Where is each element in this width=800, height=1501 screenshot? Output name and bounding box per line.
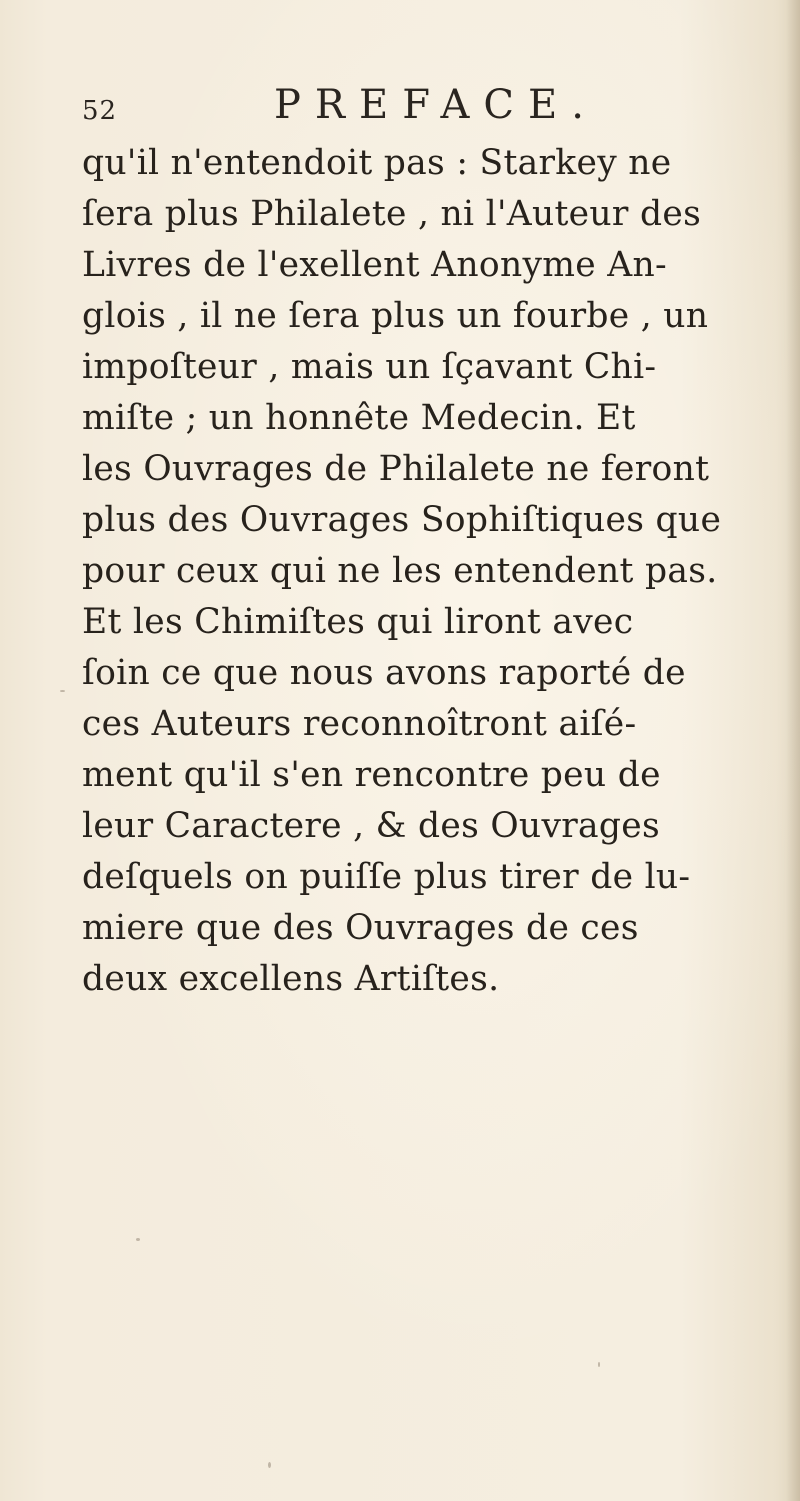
text-line: glois , il ne ſera plus un fourbe , un [82, 296, 709, 336]
running-head [82, 82, 642, 130]
text-line: miere que des Ouvrages de ces [82, 908, 639, 948]
text-line: Et les Chimiſtes qui liront avec [82, 602, 634, 642]
text-line: pour ceux qui ne les entendent pas. [82, 551, 718, 591]
paper-speck [136, 1238, 140, 1241]
paper-speck [598, 1362, 600, 1367]
text-line: qu'il n'entendoit pas : Starkey ne [82, 143, 672, 183]
text-line: plus des Ouvrages Sophiſtiques que [82, 500, 722, 540]
text-line: ſoin ce que nous avons raporté de [82, 653, 686, 693]
text-line: Livres de l'exellent Anonyme An- [82, 245, 667, 285]
paper-speck [60, 690, 65, 692]
text-line: ces Auteurs reconnoîtront aiſé- [82, 704, 637, 744]
text-line: ment qu'il s'en rencontre peu de [82, 755, 661, 795]
text-line: leur Caractere , & des Ouvrages [82, 806, 661, 846]
text-line: les Ouvrages de Philalete ne feront [82, 449, 710, 489]
page-number: 52 [82, 96, 118, 126]
text-line: deſquels on puiſſe plus tirer de lu- [82, 857, 691, 897]
running-head-title: PREFACE. [274, 82, 598, 128]
text-line: impoſteur , mais un ſçavant Chi- [82, 347, 657, 387]
text-line: ſera plus Philalete , ni l'Auteur des [82, 194, 702, 234]
text-line: miſte ; un honnête Medecin. Et [82, 398, 636, 438]
text-line: deux excellens Artiſtes. [82, 959, 500, 999]
body-paragraph [82, 138, 792, 1005]
paper-speck [268, 1462, 271, 1468]
